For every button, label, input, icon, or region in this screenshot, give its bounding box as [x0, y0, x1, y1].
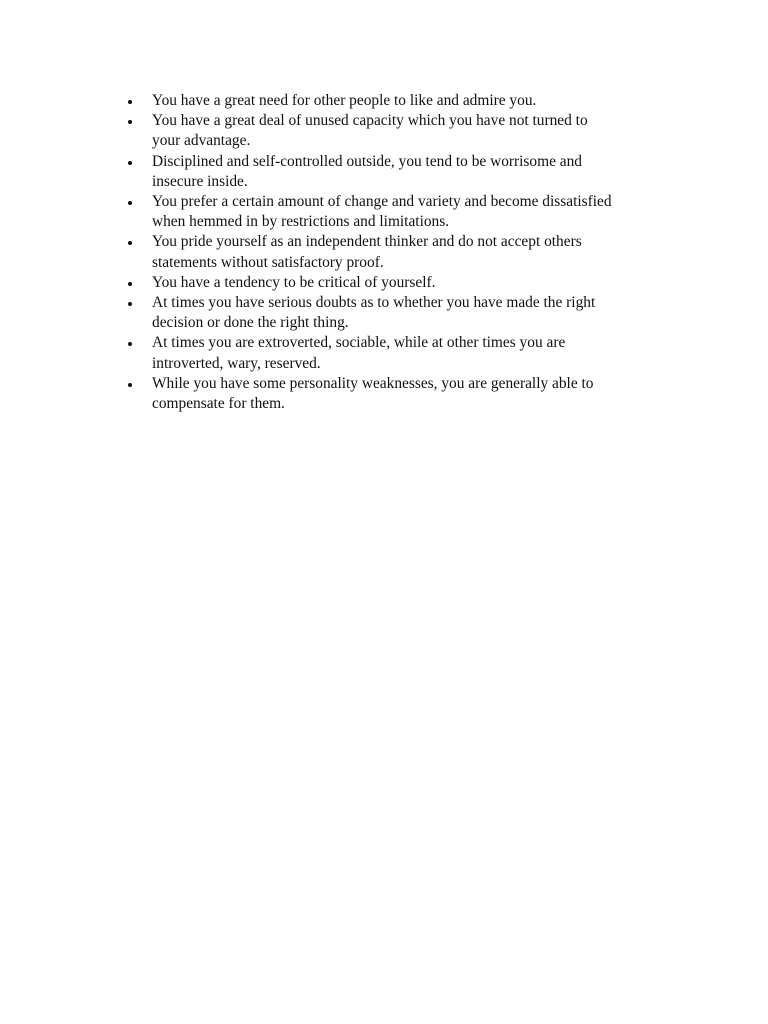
- list-item: [122, 293, 682, 333]
- list-item-text: You prefer a certain amount of change and variety and become dissatisfied when hemmed in by restrictions and limitations.: [152, 193, 612, 231]
- list-item-text: Disciplined and self-controlled outside, you tend to be worrisome and insecure inside.: [152, 152, 582, 190]
- list-item: [122, 333, 682, 373]
- bullet-icon: [128, 120, 132, 124]
- list-item-text: At times you are extroverted, sociable, while at other times you are introverted, wary, reserved.: [152, 334, 566, 372]
- bullet-icon: [128, 342, 132, 346]
- list-item-text: You have a great need for other people to like and admire you.: [152, 92, 537, 109]
- bullet-icon: [128, 282, 132, 286]
- list-item-text: You have a great deal of unused capacity which you have not turned to your advantage.: [152, 112, 588, 150]
- list-item-text: You have a tendency to be critical of yourself.: [152, 273, 436, 291]
- bullet-icon: [128, 161, 132, 165]
- list-item: [122, 273, 682, 293]
- list-item: [122, 152, 682, 192]
- list-item: [122, 232, 682, 272]
- bullet-icon: [128, 383, 132, 387]
- bullet-icon: [128, 241, 132, 245]
- bullet-icon: [128, 100, 132, 104]
- list-item-text: You pride yourself as an independent thinker and do not accept others statements without satisfactory proof.: [152, 233, 582, 271]
- list-item-text: While you have some personality weaknesses, you are generally able to compensate for them.: [152, 374, 594, 413]
- bullet-list: [122, 91, 682, 414]
- list-item: [122, 111, 682, 151]
- bullet-icon: [128, 201, 132, 205]
- bullet-icon: [128, 302, 132, 306]
- list-item: [122, 192, 682, 232]
- list-item: [122, 91, 682, 111]
- list-item: [122, 374, 682, 414]
- list-item-text: At times you have serious doubts as to whether you have made the right decision or done the right thing.: [152, 294, 596, 332]
